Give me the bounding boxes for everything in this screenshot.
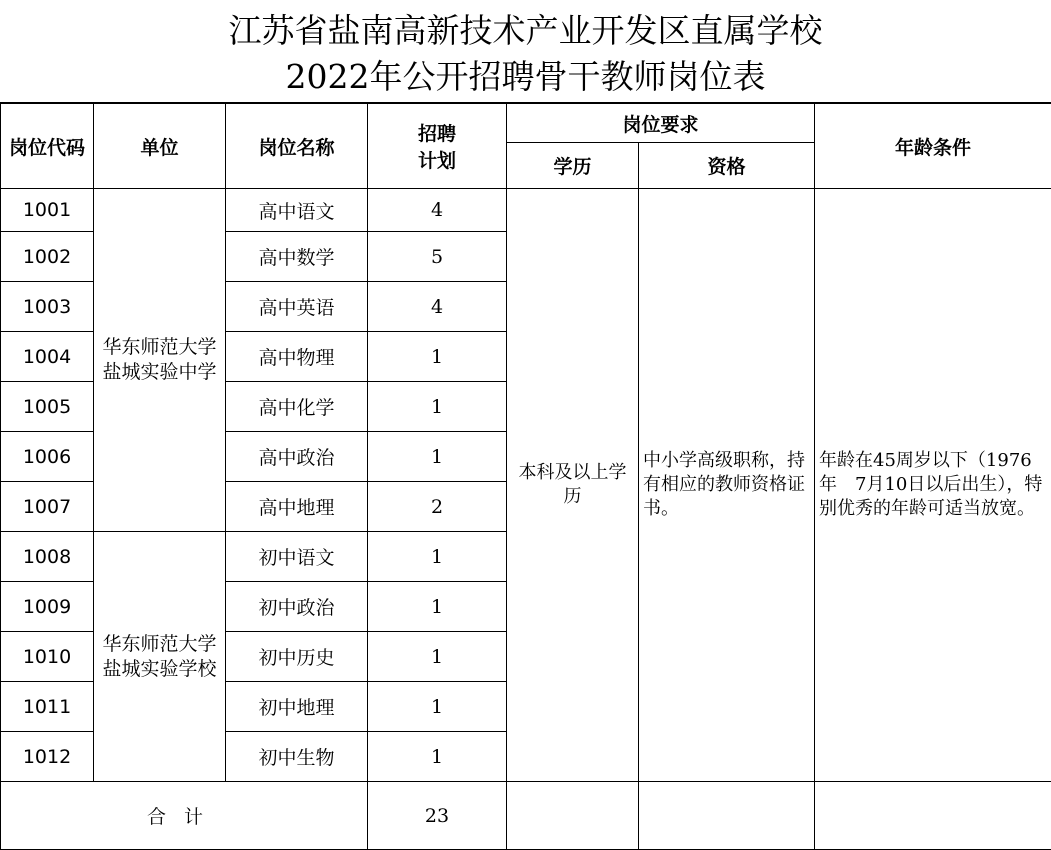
header-age: 年龄条件	[815, 104, 1051, 189]
row-plan: 4	[368, 189, 507, 232]
row-plan: 2	[368, 482, 507, 532]
row-code: 1001	[1, 189, 94, 232]
row-post-name: 高中政治	[226, 432, 368, 482]
row-plan: 5	[368, 232, 507, 282]
age-cell: 年龄在45周岁以下（1976年 7月10日以后出生），特别优秀的年龄可适当放宽。	[815, 189, 1051, 782]
header-requirements: 岗位要求	[507, 104, 815, 143]
total-value: 23	[368, 782, 507, 850]
row-post-name: 初中地理	[226, 682, 368, 732]
education-text: 本科及以上学历	[507, 461, 638, 509]
header-qualification: 资格	[639, 143, 815, 189]
header-plan-line-2: 计划	[368, 146, 506, 173]
row-post-name: 初中语文	[226, 532, 368, 582]
row-plan: 1	[368, 682, 507, 732]
unit-cell-2	[94, 532, 226, 782]
row-code: 1008	[1, 532, 94, 582]
row-plan: 4	[368, 282, 507, 332]
row-plan: 1	[368, 332, 507, 382]
row-plan: 1	[368, 632, 507, 682]
unit-1-line-2: 盐城实验中学	[94, 360, 225, 385]
total-empty-qualification	[639, 782, 815, 850]
header-unit: 单位	[94, 104, 226, 189]
row-plan: 1	[368, 382, 507, 432]
unit-cell-1	[94, 189, 226, 532]
table-row	[1, 189, 1051, 232]
header-post-name: 岗位名称	[226, 104, 368, 189]
row-plan: 1	[368, 432, 507, 482]
total-row	[1, 782, 1051, 850]
row-post-name: 高中物理	[226, 332, 368, 382]
row-code: 1011	[1, 682, 94, 732]
row-plan: 1	[368, 732, 507, 782]
row-post-name: 初中生物	[226, 732, 368, 782]
title-line-1: 江苏省盐南高新技术产业开发区直属学校	[0, 10, 1051, 52]
row-code: 1003	[1, 282, 94, 332]
row-post-name: 高中地理	[226, 482, 368, 532]
header-row-1	[1, 104, 1051, 143]
education-cell	[507, 189, 639, 782]
header-education: 学历	[507, 143, 639, 189]
row-code: 1006	[1, 432, 94, 482]
row-code: 1005	[1, 382, 94, 432]
row-post-name: 高中数学	[226, 232, 368, 282]
row-code: 1004	[1, 332, 94, 382]
header-plan-line-1: 招聘	[368, 119, 506, 146]
qualification-cell: 中小学高级职称，持有相应的教师资格证书。	[639, 189, 815, 782]
row-post-name: 高中语文	[226, 189, 368, 232]
row-plan: 1	[368, 532, 507, 582]
row-post-name: 初中历史	[226, 632, 368, 682]
row-code: 1007	[1, 482, 94, 532]
row-code: 1010	[1, 632, 94, 682]
unit-2-line-2: 盐城实验学校	[94, 657, 225, 682]
row-post-name: 高中英语	[226, 282, 368, 332]
header-plan	[368, 104, 507, 189]
total-empty-age	[815, 782, 1051, 850]
page-title	[0, 0, 1051, 103]
title-line-2: 2022年公开招聘骨干教师岗位表	[0, 56, 1051, 98]
unit-1-line-1: 华东师范大学	[94, 335, 225, 360]
row-plan: 1	[368, 582, 507, 632]
total-label: 合计	[1, 782, 368, 850]
row-post-name: 高中化学	[226, 382, 368, 432]
row-code: 1002	[1, 232, 94, 282]
unit-2-line-1: 华东师范大学	[94, 632, 225, 657]
row-code: 1009	[1, 582, 94, 632]
row-code: 1012	[1, 732, 94, 782]
header-code: 岗位代码	[1, 104, 94, 189]
position-table	[0, 103, 1051, 850]
row-post-name: 初中政治	[226, 582, 368, 632]
total-empty-education	[507, 782, 639, 850]
